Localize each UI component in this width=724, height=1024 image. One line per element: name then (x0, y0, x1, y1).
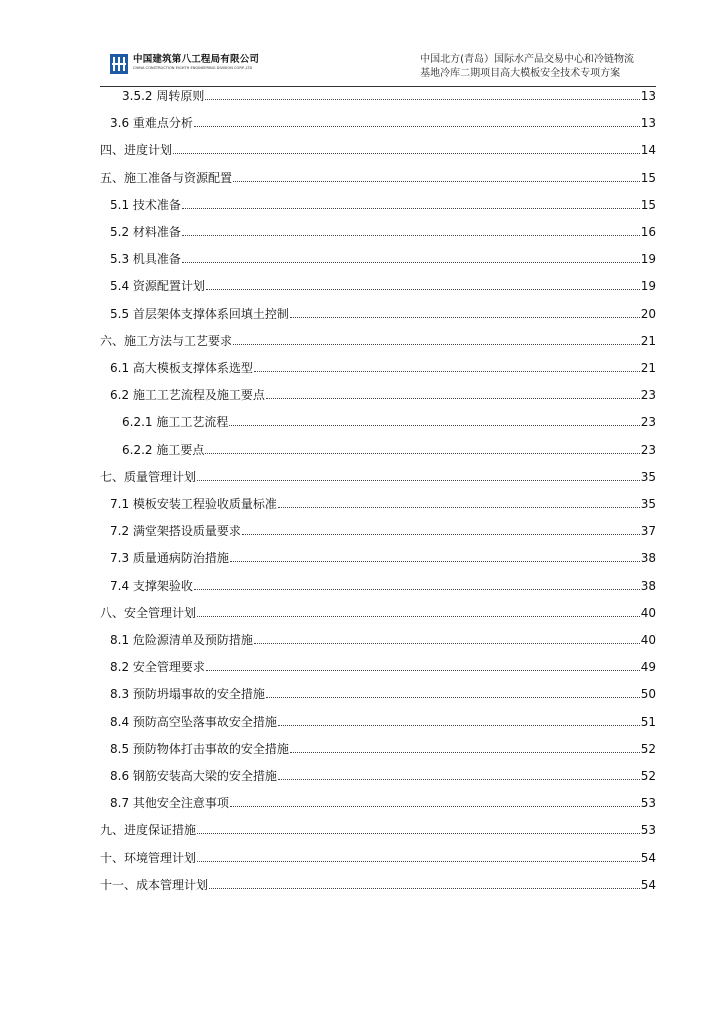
toc-entry[interactable] (110, 768, 656, 784)
toc-entry[interactable] (100, 333, 656, 349)
toc-dot-leader (254, 632, 640, 644)
toc-entry-page: 19 (640, 279, 656, 294)
company-name-cn: 中国建筑第八工程局有限公司 (133, 54, 260, 65)
toc-entry-title: 九、进度保证措施 (100, 823, 197, 838)
company-name-en: CHINA CONSTRUCTION EIGHTH ENGINEERING DIVISION CORP.,LTD (133, 66, 253, 70)
toc-entry[interactable] (110, 496, 656, 512)
toc-entry[interactable] (110, 686, 656, 702)
toc-entry[interactable] (100, 170, 656, 186)
toc-dot-leader (194, 115, 640, 127)
toc-entry-page: 53 (640, 823, 656, 838)
toc-entry-page: 23 (640, 442, 656, 457)
toc-entry-page: 15 (640, 170, 656, 185)
toc-dot-leader (278, 768, 640, 780)
toc-dot-leader (242, 523, 640, 535)
toc-entry-page: 35 (640, 497, 656, 511)
toc-entry-title: 7.3 质量通病防治措施 (110, 551, 229, 566)
toc-dot-leader (205, 88, 639, 100)
toc-entry[interactable] (110, 659, 656, 675)
toc-dot-leader (278, 496, 640, 508)
toc-entry-title: 四、进度计划 (100, 143, 173, 158)
toc-dot-leader (206, 278, 640, 290)
toc-entry[interactable] (122, 414, 656, 430)
toc-entry-title: 7.4 支撑架验收 (110, 578, 193, 593)
toc-entry-title: 5.2 材料准备 (110, 225, 181, 239)
toc-entry-page: 40 (640, 633, 656, 647)
toc-dot-leader (230, 795, 640, 807)
toc-entry-title: 7.1 模板安装工程验收质量标准 (110, 497, 277, 511)
toc-entry-title: 6.1 高大模板支撑体系选型 (110, 361, 253, 375)
toc-entry[interactable] (122, 442, 656, 458)
toc-dot-leader (173, 142, 640, 154)
toc-dot-leader (182, 224, 640, 236)
toc-entry-title: 七、质量管理计划 (100, 469, 197, 484)
toc-dot-leader (197, 850, 640, 862)
toc-entry[interactable] (110, 197, 656, 213)
project-title-line2: 基地冷库二期项目高大模板安全技术专项方案 (420, 68, 621, 79)
toc-entry[interactable] (100, 877, 656, 893)
toc-entry-page: 23 (640, 388, 656, 403)
toc-entry[interactable] (110, 360, 656, 376)
project-title-line1: 中国北方(青岛）国际水产品交易中心和冷链物流 (420, 54, 634, 65)
toc-entry[interactable] (100, 142, 656, 158)
toc-entry[interactable] (110, 224, 656, 240)
toc-entry-page: 13 (640, 89, 656, 103)
cscec-logo-icon (110, 54, 128, 74)
toc-dot-leader (290, 306, 640, 318)
toc-entry[interactable] (110, 632, 656, 648)
toc-entry-page: 52 (640, 741, 656, 756)
toc-entry-title: 6.2.1 施工工艺流程 (122, 415, 229, 430)
toc-entry-title: 3.6 重难点分析 (110, 116, 193, 131)
toc-entry-page: 53 (640, 796, 656, 811)
toc-entry-page: 35 (640, 469, 656, 484)
toc-dot-leader (197, 822, 640, 834)
toc-entry[interactable] (110, 795, 656, 811)
toc-dot-leader (197, 469, 640, 481)
company-logo (110, 54, 259, 74)
toc-dot-leader (206, 659, 640, 671)
toc-entry-title: 6.2 施工工艺流程及施工要点 (110, 388, 265, 403)
toc-entry-title: 8.1 危险源清单及预防措施 (110, 633, 253, 647)
toc-entry[interactable] (100, 822, 656, 838)
toc-dot-leader (205, 442, 639, 454)
toc-entry-page: 37 (640, 524, 656, 539)
toc-entry[interactable] (110, 306, 656, 322)
toc-entry-page: 19 (640, 252, 656, 267)
toc-entry-title: 5.3 机具准备 (110, 252, 181, 267)
toc-entry-page: 13 (640, 116, 656, 131)
toc-entry-page: 52 (640, 769, 656, 783)
toc-entry-page: 16 (640, 225, 656, 239)
toc-entry-page: 54 (640, 877, 656, 892)
toc-entry-title: 8.5 预防物体打击事故的安全措施 (110, 741, 289, 756)
toc-entry[interactable] (110, 578, 656, 594)
toc-entry-title: 8.4 预防高空坠落事故安全措施 (110, 714, 277, 729)
toc-dot-leader (229, 414, 639, 426)
toc-entry-title: 6.2.2 施工要点 (122, 442, 205, 457)
toc-entry[interactable] (110, 523, 656, 539)
toc-entry-title: 5.1 技术准备 (110, 197, 181, 212)
toc-entry[interactable] (110, 714, 656, 730)
toc-entry-title: 8.2 安全管理要求 (110, 660, 205, 675)
toc-entry-title: 五、施工准备与资源配置 (100, 170, 233, 185)
toc-dot-leader (290, 741, 640, 753)
project-title (420, 53, 634, 81)
toc-entry-title: 十、环境管理计划 (100, 850, 197, 865)
toc-entry-title: 六、施工方法与工艺要求 (100, 333, 233, 348)
toc-dot-leader (233, 333, 640, 345)
toc-dot-leader (233, 170, 640, 182)
toc-entry-page: 14 (640, 143, 656, 158)
toc-entry[interactable] (110, 251, 656, 267)
toc-dot-leader (197, 605, 640, 617)
toc-dot-leader (230, 550, 640, 562)
toc-entry-title: 8.3 预防坍塌事故的安全措施 (110, 687, 265, 702)
toc-dot-leader (278, 714, 640, 726)
toc-entry-title: 5.4 资源配置计划 (110, 279, 205, 294)
toc-dot-leader (209, 877, 640, 889)
toc-entry-page: 54 (640, 850, 656, 865)
toc-dot-leader (266, 686, 640, 698)
toc-entry-page: 15 (640, 197, 656, 212)
toc-entry[interactable] (110, 278, 656, 294)
toc-entry[interactable] (110, 741, 656, 757)
toc-entry-title: 8.6 钢筋安装高大梁的安全措施 (110, 769, 277, 783)
toc-dot-leader (266, 387, 640, 399)
toc-dot-leader (182, 197, 640, 209)
toc-entry[interactable] (110, 550, 656, 566)
toc-entry-page: 21 (640, 361, 656, 375)
toc-entry[interactable] (110, 115, 656, 131)
toc-entry-title: 3.5.2 周转原则 (122, 89, 205, 103)
toc-entry-page: 21 (640, 333, 656, 348)
toc-entry-title: 八、安全管理计划 (100, 605, 197, 620)
toc-dot-leader (182, 251, 640, 263)
toc-entry[interactable] (100, 469, 656, 485)
toc-entry[interactable] (100, 605, 656, 621)
toc-entry-title: 5.5 首层架体支撑体系回填土控制 (110, 306, 289, 321)
toc-entry-page: 50 (640, 687, 656, 702)
toc-entry-page: 40 (640, 605, 656, 620)
toc-entry-page: 38 (640, 578, 656, 593)
toc-entry-title: 十一、成本管理计划 (100, 877, 209, 892)
toc-entry-page: 51 (640, 714, 656, 729)
toc-entry[interactable] (100, 850, 656, 866)
toc-entry[interactable] (110, 387, 656, 403)
toc-dot-leader (194, 578, 640, 590)
toc-entry[interactable] (122, 88, 656, 104)
toc-dot-leader (254, 360, 640, 372)
toc-entry-title: 7.2 满堂架搭设质量要求 (110, 524, 241, 539)
toc-entry-page: 20 (640, 306, 656, 321)
toc-entry-page: 38 (640, 551, 656, 566)
toc-entry-title: 8.7 其他安全注意事项 (110, 796, 229, 811)
toc-entry-page: 49 (640, 660, 656, 675)
toc-entry-page: 23 (640, 415, 656, 430)
page-header (100, 48, 656, 87)
